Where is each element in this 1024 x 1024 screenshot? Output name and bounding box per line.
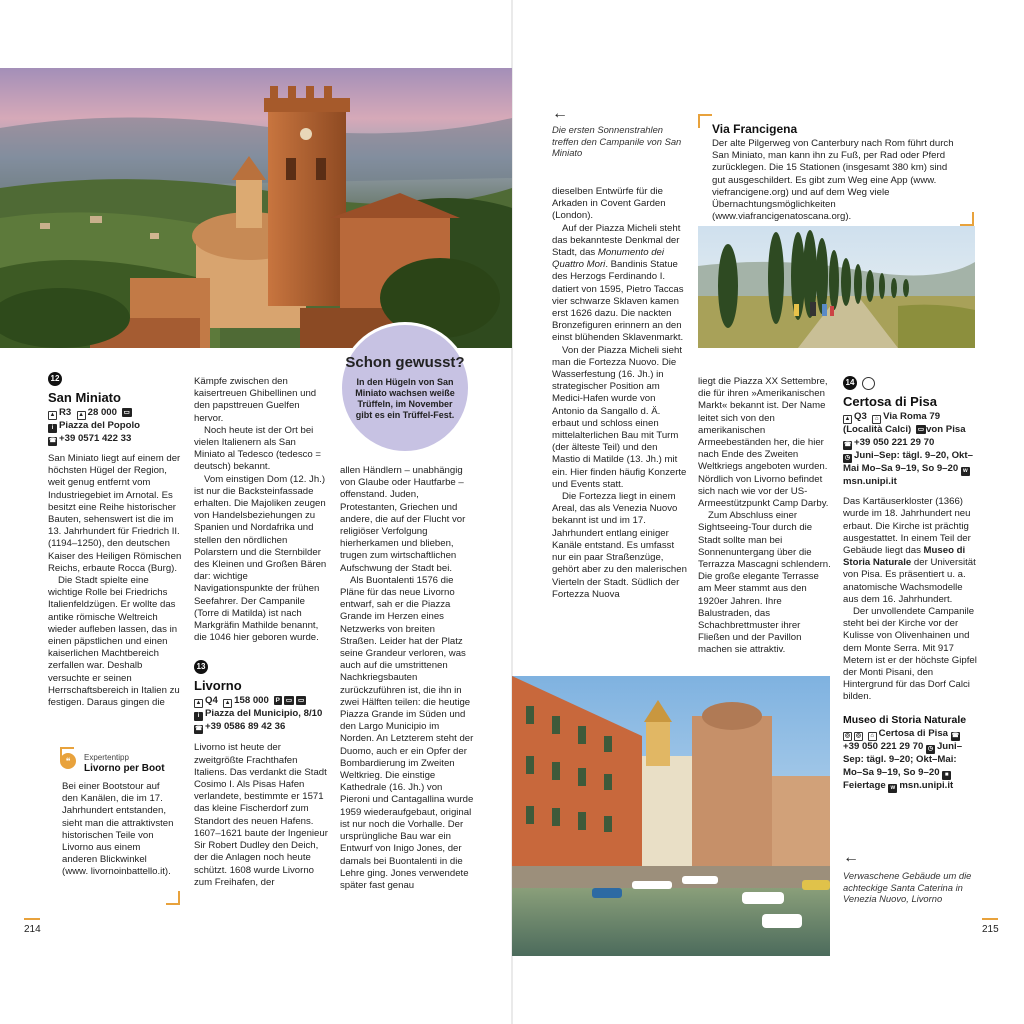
did-you-know-bubble [339,322,471,454]
expert-tip-box [60,747,180,905]
text-span: der Universität von Pisa. Es präsentiert u. a. anatomische Wachsmodelle aus dem 16. Jahrhundert. [843,557,976,605]
population: 28 000 [87,407,117,418]
left-column-3 [340,465,474,910]
text-span: Auf der Piazza Micheli steht das bekannteste Denkmal der Stadt, das [552,222,681,259]
museum-info [843,728,977,793]
entry-number-badge: 14 [843,376,857,390]
san-miniato-photo [0,68,512,348]
phone-number: +39 050 221 29 70 [843,741,924,753]
photo-caption-top: Die ersten Sonnenstrahlen treffen den Campanile von San Miniato [552,124,682,159]
web-icon: w [888,784,897,793]
page-number-right [982,918,999,935]
free-entry-icon: ◎ [855,733,862,740]
paragraph: allen Händlern – unabhängig von Glaube oder Hautfarbe – offenstand. Juden, Protestanten, Griechen und andere, die auf der Flucht vor religiöser Verfolgung hierherkamen und blieben, trugen zum wirtschaftlichen Aufschwung der Stadt bei. [340,465,466,574]
clock-icon: ◷ [927,746,934,753]
certosa-title: Certosa di Pisa [843,394,937,409]
paragraph: Die Fortezza liegt in einem Areal, das als Venezia Nuovo bekannt ist und im 17. Jahrhundert entlang einiger Kanäle entstand. Es umfasst nur ein paar Straßenzüge, gehört aber zu den malerischen Vierteln der Stadt. Südlich der Fortezza Nuova [552,491,687,600]
map-ref: R3 [59,407,72,418]
paragraph: Als Buontalenti 1576 die Pläne für das neue Livorno entwarf, sah er die Piazza Grande im Herzen eines Netzwerks von breiten Straßen. Leider hat der Platz seine Grandeur verloren, was auch auf die umstrittenen Nachkriegsbauten zurückzuführen ist, die ihn in zwei Hälften teilen: die heutige Piazza Grande im Süden und den Largo Municipio im Norden. An Letzterem steht der Duomo, auch er ein Opfer der Bombardierung im Zweiten Weltkrieg. Die einstige Kathedrale (16. Jh.) von Pieroni und Cantagallina wurde 1959 wiederaufgebaut, original ist nur noch die Vorhalle. Der ursprüngliche Bau war ein Entwurf von Inigo Jones, der damals bei Buontalenti in die Lehre ging. Jones verwendete später fast genau [340,574,474,891]
phone-icon: ☎ [951,733,960,740]
paragraph: Vom einstigen Dom (12. Jh.) ist nur die Backsteinfassade erhalten. Die Majoliken zeugen von Handelsbeziehungen zu Spanien und Nordafrika und stellen den nördlichen Polarstern und die Sternbilder des Kleinen und Großen Bären dar: wichtige Navigationspunkte der frühen Seefahrer. Der Campanile (Torre di Matilda) ist nach Markgräfin Mathilde benannt, die 1046 hier geboren wurde. [194,473,327,644]
museum-name: Museo di Storia Naturale [843,545,966,569]
map-ref: Q4 [205,695,218,707]
info-address: Piazza del Popolo [59,420,141,431]
map-ref: Q3 [854,411,867,422]
accessibility-icon: ◎ [844,733,851,740]
transport-from: von Pisa [926,424,966,435]
paragraph: Livorno ist heute der zweitgrößte Frachthafen Italiens. Das verdankt die Stadt Cosimo I. Als Pisas Hafen verlandete, bestimmte er 1571 das kleine Fischerdorf zum Standort des neuen Hafens. 1607–1621 baute der Ingenieur Sir Robert Dudley den Deich, der die Anlagen noch heute schützt. 1608 wurde Livorno zum Freihafen, der [194,742,328,888]
phone-icon: ☎ [49,438,57,444]
via-francigena-photo [698,226,975,348]
paragraph: San Miniato liegt auf einem der höchsten Hügel der Region, weit genug entfernt vom Industriegebiet im Arnotal. Es besitzt eine Reihe historischer Bauten, sehenswert ist die im 13. Jahrhundert für Friedrich II. (1194–1250), den deutschen Kaiser des Heiligen Römischen Reichs, erbaute Rocca (Burg). [48,453,182,574]
tip-label: Expertentipp [84,753,129,762]
website: msn.unipi.it [899,779,954,791]
page-number-text: 215 [982,924,999,935]
bubble-text: In den Hügeln von San Miniato wachsen weiße Trüffeln, im November gibt es ein Trüffel-Fest. [355,377,455,420]
speech-bubble-icon: ❝ [60,753,76,769]
livorno-canal-photo [512,676,830,956]
tip-title: Livorno per Boot [84,763,165,774]
closed-days: Feiertage [843,779,886,791]
phone-number: +39 0586 89 42 36 [205,721,286,733]
right-column-2 [698,376,832,660]
paragraph: Von der Piazza Micheli sieht man die Fortezza Nuovo. Die Wasserfestung (16. Jh.) in strategischer Position am Medici-Hafen wurde von Antonio da Sangallo d. Ä. erbaut und schloss einen mittelalterlichen Bau mit Turm (der älteste Teil) und den Mastio di Matilde (13. Jh.) mit ein. Hier finden häufig Konzerte und Events statt. [552,344,687,490]
address-icon: ⌂ [868,732,877,741]
paragraph: Die Stadt spielte eine wichtige Rolle bei Friedrichs Italienfeldzügen. Er wollte das antike römische Weltreich wieder aufleben lassen, das in einen päpstlichen und einen kaiserlichen Machtbereich zerfallen war. Deshalb versuchte er seinen Herrschaftsbereich in Italien zu festigen. Daraus gingen die [48,575,180,709]
closed-icon: ■ [942,771,951,780]
san-miniato-title: San Miniato [48,390,121,405]
web-icon: w [961,467,970,476]
info-address: Piazza del Municipio, 8/10 [205,708,323,720]
monument-name: Monumento dei Quattro Mori [552,247,665,271]
train-icon: ▭ [123,409,130,416]
paragraph: Noch heute ist der Ort bei vielen Italienern als San Miniato al Tedesco (tedesco = deutsch) bekannt. [194,424,322,473]
via-francigena-box [698,114,974,226]
san-miniato-info [48,407,184,446]
paragraph: Zum Abschluss einer Sightseeing-Tour durch die Stadt sollte man bei Sonnenuntergang über die Terrazza Mascagni schlendern. Die große elegante Terrasse am Meer stammt aus den 1920er Jahren. Ihre Balustraden, das Schachbrettmuster ihrer Fließen und der Pavillon machen sie attraktiv. [698,510,831,656]
page-number-text: 214 [24,924,41,935]
paragraph: Der unvollendete Campanile steht bei der Kirche vor der Kulisse von Olivenhainen und dem Monte Serra. Mit 917 Metern ist er der höchste Gipfel der Monti Pisani, den Hintergrund für das Dorf Calci bilden. [843,606,977,703]
address: Certosa di Pisa [878,728,948,740]
paragraph [552,223,688,345]
map-grid-icon: ▲ [844,416,851,422]
right-column-3 [843,376,977,836]
entry-number-badge: 13 [194,660,208,674]
family-friendly-icon [862,377,875,390]
livorno-title: Livorno [194,678,242,694]
museum-subheading: Museo di Storia Naturale [843,713,967,726]
photo-caption-bottom: Verwaschene Gebäude um die achteckige Santa Caterina in Venezia Nuovo, Livorno [843,870,972,905]
phone-icon: ☎ [844,441,852,448]
right-column-1 [552,186,688,656]
phone-number: +39 050 221 29 70 [854,436,935,448]
phone-number: +39 0571 422 33 [59,433,132,444]
tourist-info-icon: i [48,424,57,433]
page-number-left [24,918,41,935]
paragraph: liegt die Piazza XX Settembre, die für ihren »Amerikanischen Markt« bekannt ist. Der Name leitet sich von den amerikanischen Armeebeständen her, die hier nach Ende des Zweiten Weltkriegs angeboten wurden. Nördlich von Livorno befindet sich nach wie vor der US-Armeestützpunkt Camp Darby. [698,376,829,510]
paragraph: dieselben Entwürfe für die Arkaden in Covent Garden (London). [552,186,666,222]
parking-icon: P [275,697,280,705]
bus-icon: ▭ [298,697,305,705]
bubble-title: Schon gewusst? [345,354,465,371]
population: 158 000 [234,695,269,707]
opening-hours: Juni–Sep: tägl. 9–20, Okt–Mai Mo–Sa 9–19, So 9–20 [843,449,973,474]
livorno-info [194,695,328,734]
phone-icon: ☎ [195,726,203,733]
population-icon: ▲ [78,412,85,418]
map-grid-icon: ▲ [195,700,202,707]
tip-text: Bei einer Bootstour auf den Kanälen, die im 17. Jahrhundert entstanden, sieht man die attraktivsten historischen Teile von Livorno aus einem anderen Blickwinkel (www. livornoinbattello.it). [62,781,174,878]
clock-icon: ◷ [844,454,851,461]
website: msn.unipi.it [843,475,897,487]
entry-number-badge: 12 [48,372,62,386]
train-icon: ▭ [285,697,293,705]
paragraph [843,496,977,606]
arrow-left-icon: ← [552,105,568,122]
via-francigena-title: Via Francigena [712,122,798,136]
text-span: . Bandinis Statue des Herzogs Ferdinando I. datiert von 1595, Pietro Taccas vier schwarze Sklaven kamen erst 1626 dazu. Die nackten Bronzefiguren erinnern an den einst blühenden Sklavenmarkt. [552,259,684,344]
certosa-info [843,411,977,488]
population-icon: ▲ [224,700,231,707]
address: Via Roma 79 (Località Calci) [843,411,941,435]
address-icon: ⌂ [872,415,881,424]
left-column-2 [194,376,328,904]
left-column-1 [48,372,184,732]
text-span: Das Kartäuserkloster (1366) wurde im 18. Jahrhundert neu erbaut. Die Kirche ist prächtig ausgestattet. In einem Teil der Gebäude liegt das [843,496,971,556]
via-francigena-text: Der alte Pilgerweg von Canterbury nach Rom führt durch San Miniato, man kann ihn zu Fuß, per Rad oder Pferd zurücklegen. Die 15 Stationen (insgesamt 380 km) sind gut ausgeschildert. Es gibt zum Weg eine App (www. viefrancigene.org) und auf dem Weg viele Übernachtungsmöglichkeiten (www.viafrancigenatoscana.org). [712,138,954,223]
bus-icon: ▭ [917,426,925,433]
map-grid-icon: ▲ [49,412,56,418]
opening-hours: Juni–Sep: tägl. 9–20; Okt–Mai: Mo–Sa 9–19, So 9–20 [843,741,963,778]
arrow-left-icon: ← [843,849,859,866]
tourist-info-icon: i [194,712,203,721]
paragraph: Kämpfe zwischen den kaisertreuen Ghibellinen und den papsttreuen Guelfen hervor. [194,376,317,424]
